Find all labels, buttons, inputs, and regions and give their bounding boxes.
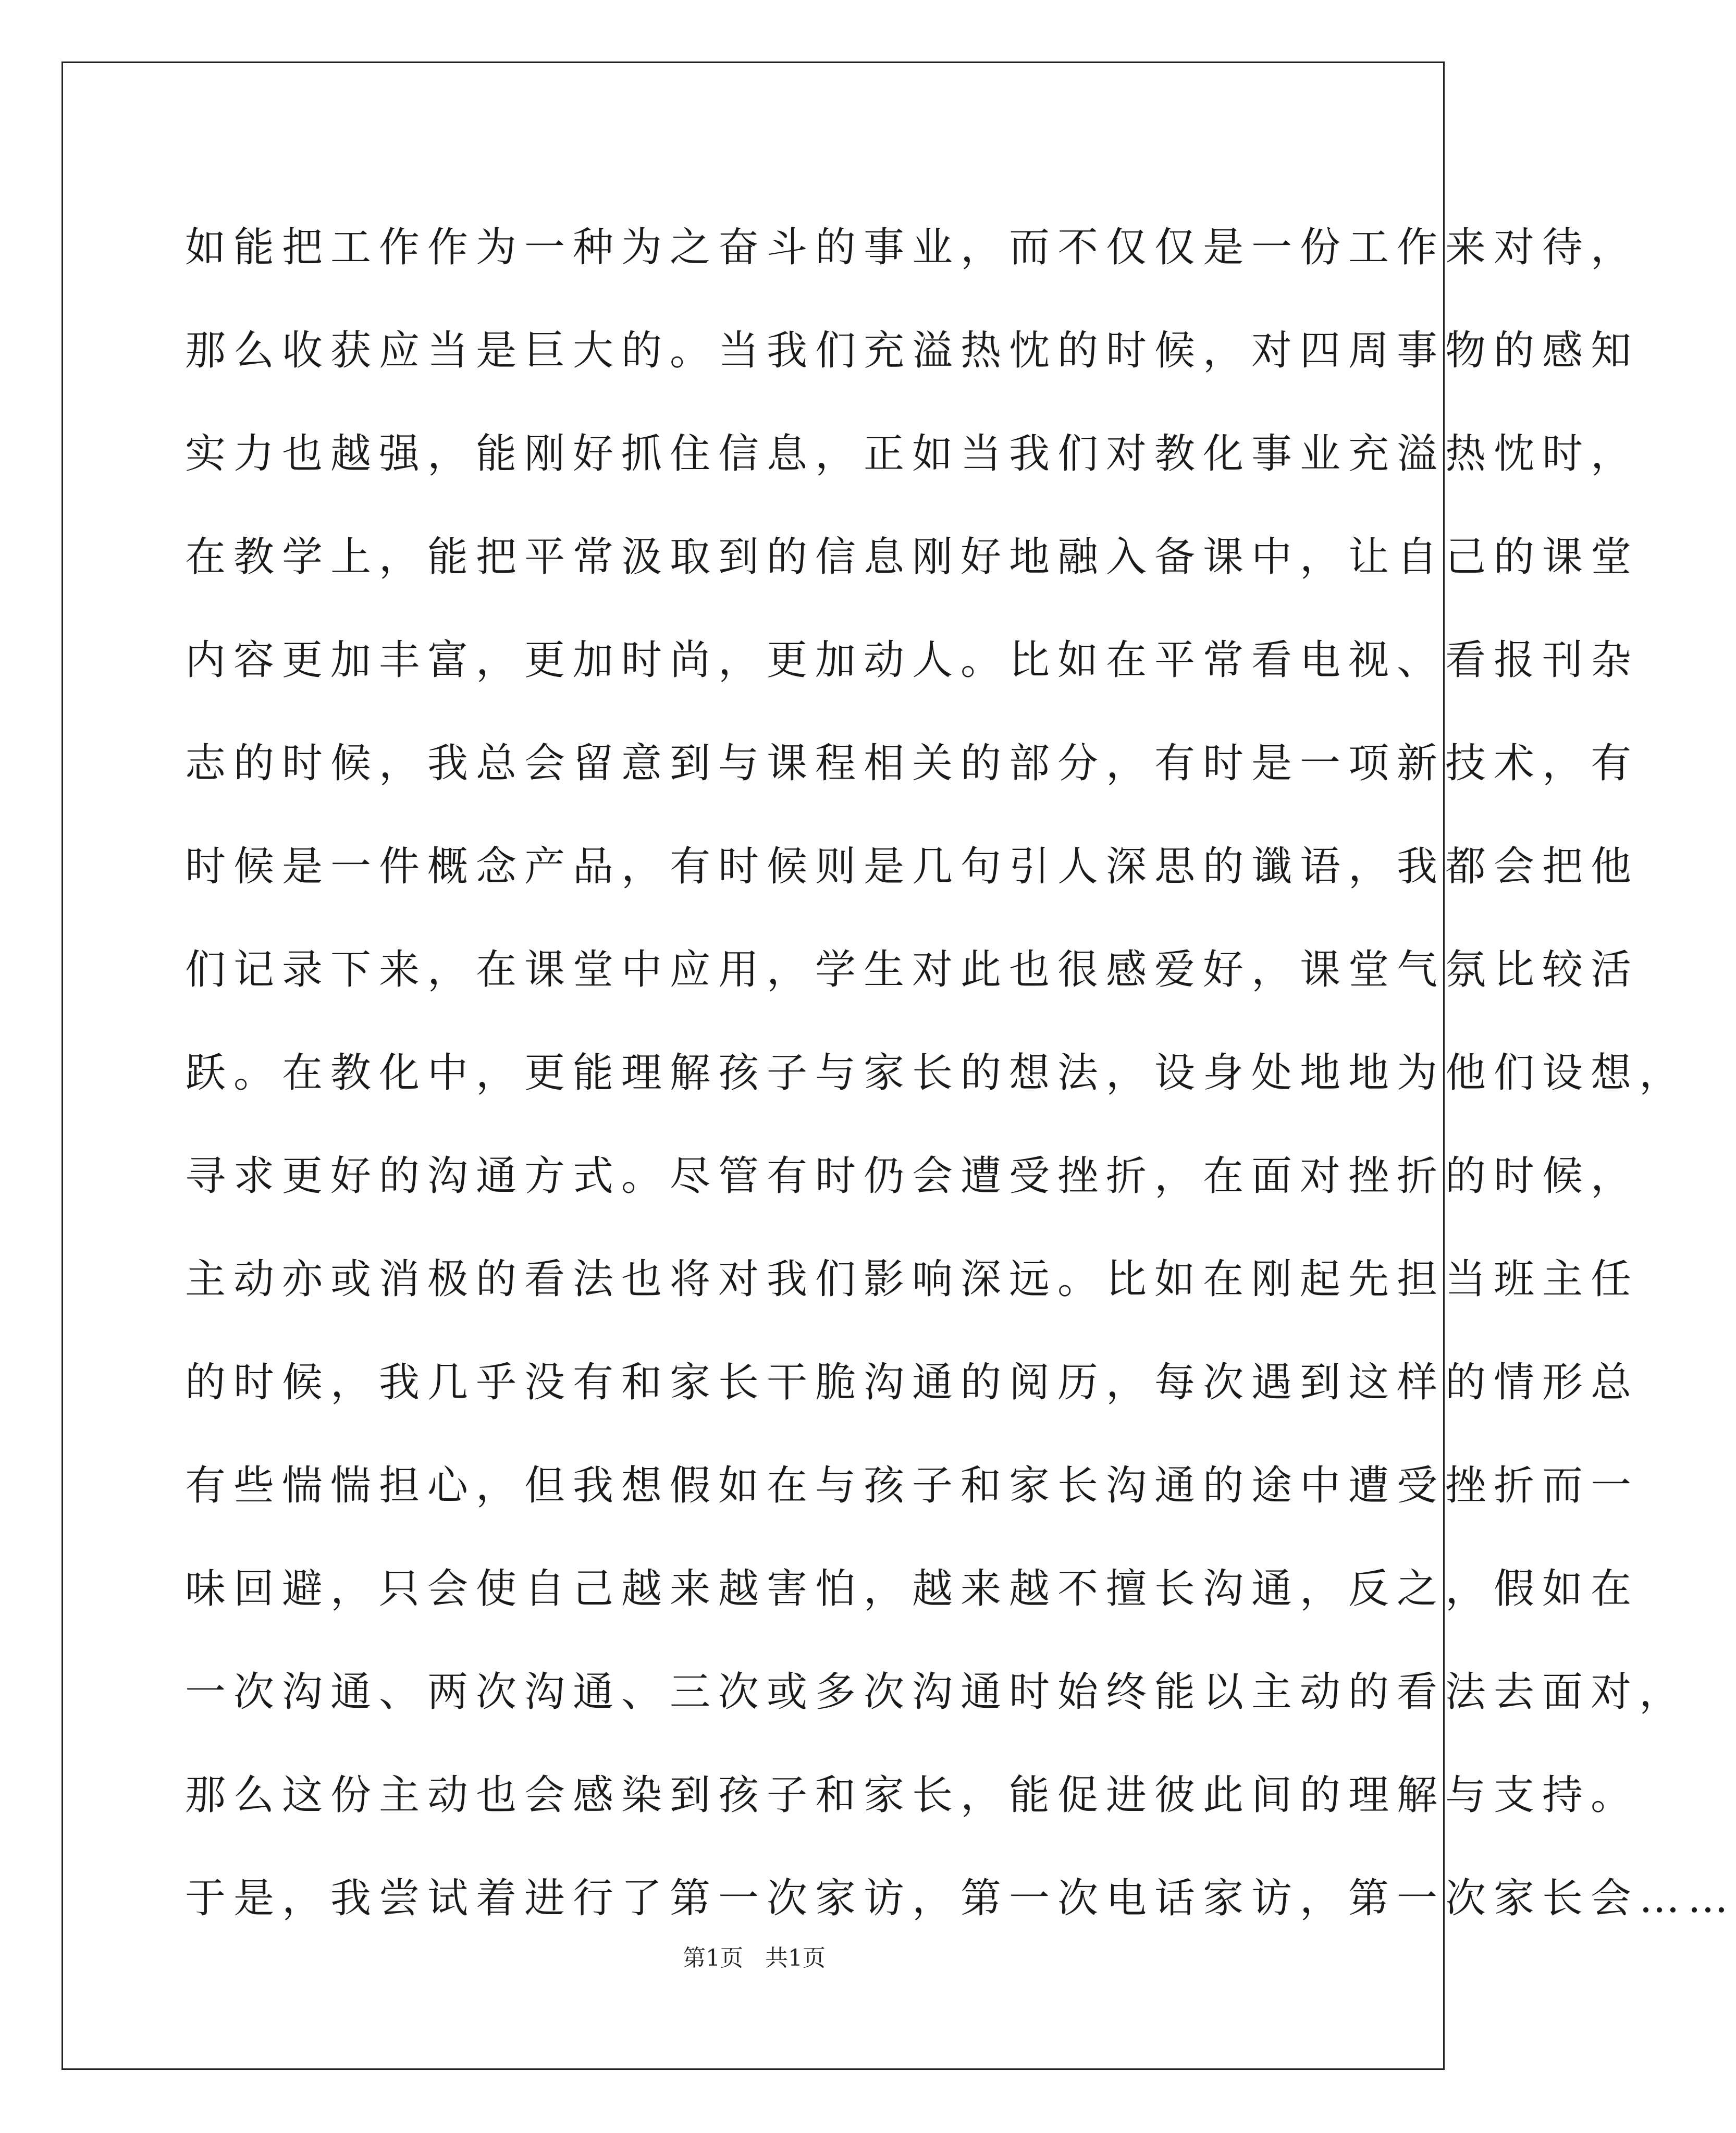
- body-line: 实力也越强，能刚好抓住信息，正如当我们对教化事业充溢热忱时，: [185, 430, 1640, 477]
- body-line: 跃。在教化中，更能理解孩子与家长的想法，设身处地地为他们设想，: [185, 1050, 1688, 1096]
- body-line: 有些惴惴担心，但我想假如在与孩子和家长沟通的途中遭受挫折而一: [185, 1462, 1640, 1509]
- body-line: 的时候，我几乎没有和家长干脆沟通的阅历，每次遇到这样的情形总: [185, 1359, 1640, 1406]
- body-line: 那么收获应当是巨大的。当我们充溢热忱的时候，对四周事物的感知: [185, 327, 1640, 374]
- body-line: 寻求更好的沟通方式。尽管有时仍会遭受挫折，在面对挫折的时候，: [185, 1153, 1640, 1200]
- document-body: [185, 206, 1736, 1960]
- body-line: 味回避，只会使自己越来越害怕，越来越不擅长沟通，反之，假如在: [185, 1565, 1640, 1612]
- body-line: 志的时候，我总会留意到与课程相关的部分，有时是一项新技术，有: [185, 740, 1640, 787]
- body-line: 在教学上，能把平常汲取到的信息刚好地融入备课中，让自己的课堂: [185, 534, 1640, 581]
- body-line: 一次沟通、两次沟通、三次或多次沟通时始终能以主动的看法去面对，: [185, 1669, 1688, 1716]
- body-line: 主动亦或消极的看法也将对我们影响深远。比如在刚起先担当班主任: [185, 1256, 1640, 1303]
- body-line: 于是，我尝试着进行了第一次家访，第一次电话家访，第一次家长会……: [185, 1875, 1736, 1922]
- body-line: 内容更加丰富，更加时尚，更加动人。比如在平常看电视、看报刊杂: [185, 637, 1640, 684]
- body-line: 时候是一件概念产品，有时候则是几句引人深思的谶语，我都会把他: [185, 843, 1640, 890]
- body-line: 们记录下来，在课堂中应用，学生对此也很感爱好，课堂气氛比较活: [185, 946, 1640, 993]
- body-line: 如能把工作作为一种为之奋斗的事业，而不仅仅是一份工作来对待，: [185, 224, 1640, 271]
- page-number-footer: 第1页 共1页: [683, 1945, 826, 1971]
- body-line: 那么这份主动也会感染到孩子和家长，能促进彼此间的理解与支持。: [185, 1772, 1640, 1819]
